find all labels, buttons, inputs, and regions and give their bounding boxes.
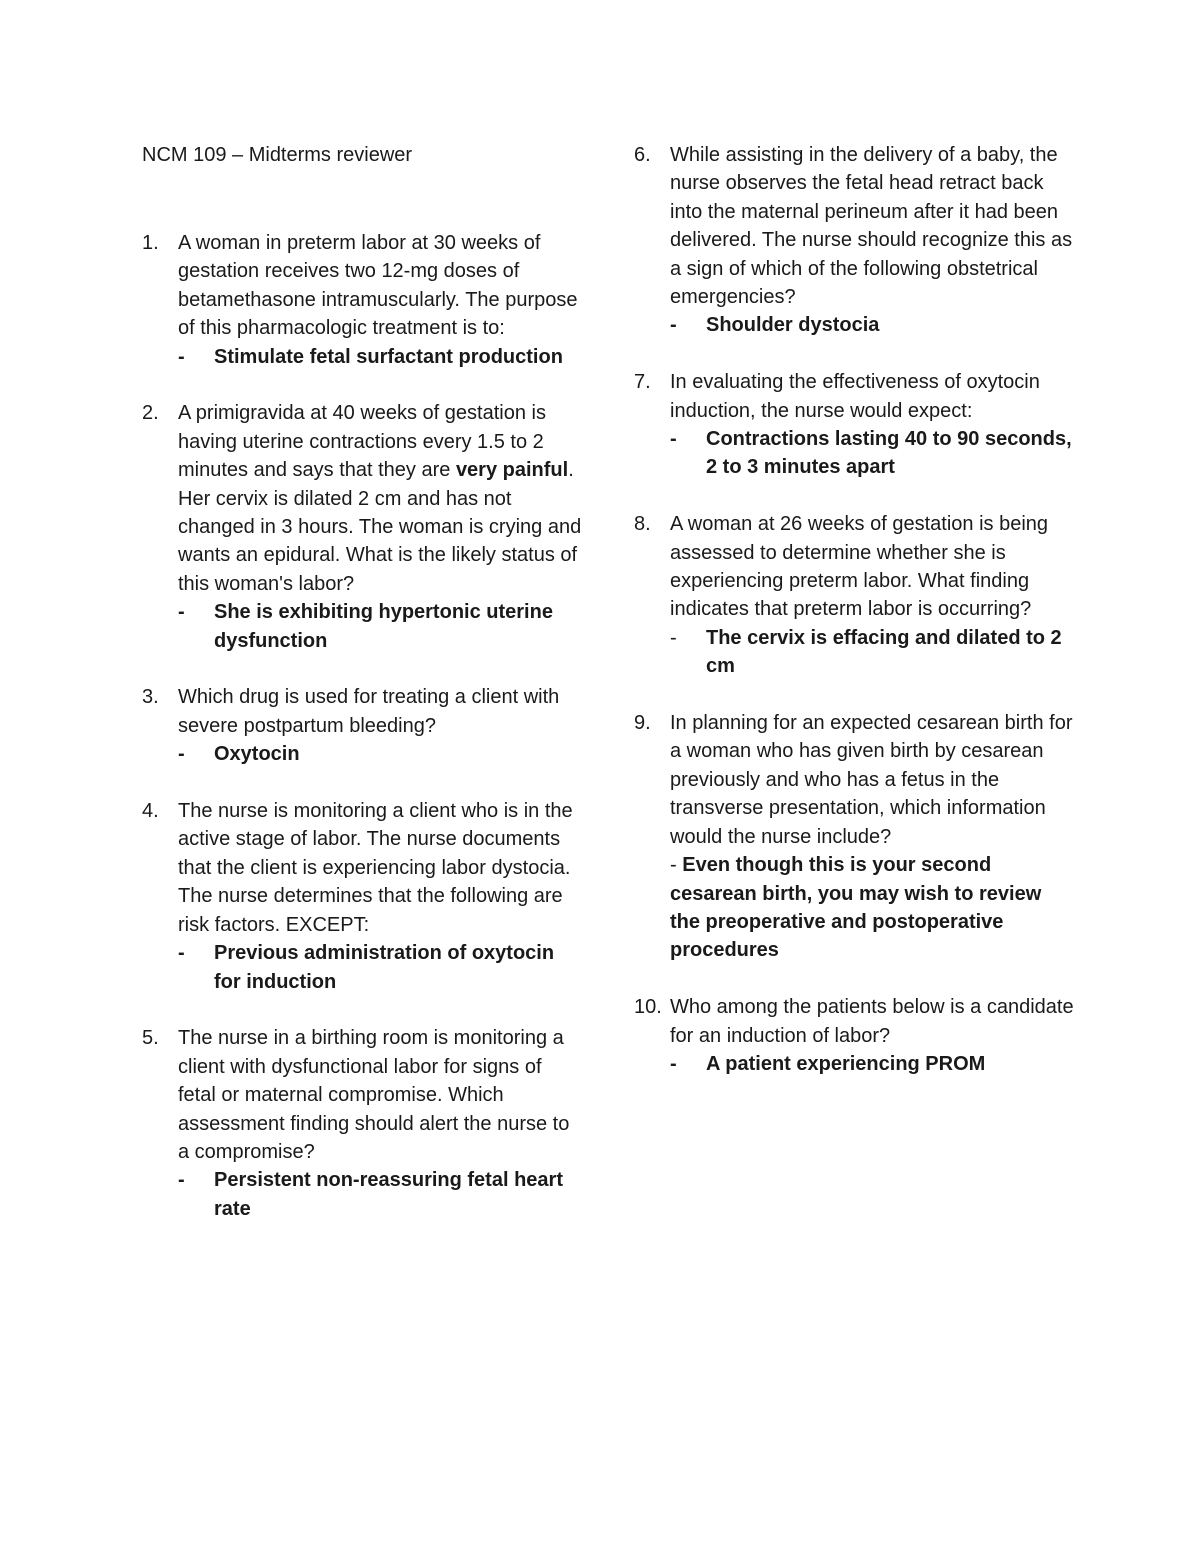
answer-text: A patient experiencing PROM <box>706 1052 986 1075</box>
question-number: 5. <box>142 1027 159 1050</box>
answer-text: Even though this is your second cesarean birth, you may wish to review the preoperative and postoperative procedures <box>670 854 1042 962</box>
answer <box>670 1050 1074 1078</box>
answer-dash: - <box>670 854 677 877</box>
answer-dash: - <box>178 345 185 368</box>
question-text-part: . Her cervix is dilated 2 cm and has not changed in 3 hours. The woman is crying and wants an epidural. What is the likely status of this woman's labor? <box>178 459 582 595</box>
question-number: 6. <box>634 144 651 166</box>
answer-text: Persistent non-reassuring fetal heart rate <box>214 1169 563 1220</box>
answer <box>670 851 1074 965</box>
answer-dash: - <box>178 601 185 624</box>
answer <box>670 311 1074 339</box>
question-text: A woman in preterm labor at 30 weeks of gestation receives two 12-mg doses of betamethasone intramuscularly. The purpose of this pharmacologic treatment is to: <box>178 232 578 340</box>
question-number: 2. <box>142 402 159 425</box>
question-text: Who among the patients below is a candidate for an induction of labor? <box>670 996 1074 1047</box>
question-text: While assisting in the delivery of a baby, the nurse observes the fetal head retract back into the maternal perineum after it had been delivered. The nurse should recognize this as a sign of which of the following obstetrical emergencies? <box>670 144 1073 309</box>
answer <box>178 343 582 371</box>
answer-dash: - <box>670 1052 677 1075</box>
answer <box>178 740 582 768</box>
question-text: A woman at 26 weeks of gestation is being assessed to determine whether she is experiencing preterm labor. What finding indicates that preterm labor is occurring? <box>670 513 1049 621</box>
question-text: Which drug is used for treating a client with severe postpartum bleeding? <box>178 686 560 737</box>
answer-dash: - <box>178 743 185 766</box>
question-5 <box>142 1024 582 1223</box>
answer-text: Contractions lasting 40 to 90 seconds, 2 to 3 minutes apart <box>706 428 1072 479</box>
answer-text: The cervix is effacing and dilated to 2 cm <box>706 626 1062 678</box>
right-column <box>634 141 1074 1107</box>
question-10 <box>634 993 1074 1078</box>
question-text: In evaluating the effectiveness of oxytocin induction, the nurse would expect: <box>670 371 1040 422</box>
question-6 <box>634 141 1074 340</box>
question-text-emphasis: very painful <box>455 459 569 482</box>
answer <box>178 598 582 655</box>
answer-dash: - <box>670 626 677 649</box>
question-number: 3. <box>142 686 159 709</box>
question-1 <box>142 229 582 371</box>
question-9 <box>634 709 1074 965</box>
question-text: The nurse in a birthing room is monitoring a client with dysfunctional labor for signs of fetal or maternal compromise. Which assessment finding should alert the nurse to a compromise? <box>178 1027 570 1163</box>
question-number: 10. <box>634 996 662 1019</box>
question-number: 1. <box>142 232 159 254</box>
left-column <box>142 229 582 1252</box>
answer-dash: - <box>670 428 677 451</box>
answer-text: She is exhibiting hypertonic uterine dysfunction <box>214 601 553 652</box>
question-2 <box>142 399 582 655</box>
question-number: 4. <box>142 800 159 823</box>
answer-dash: - <box>178 942 185 965</box>
answer-text: Stimulate fetal surfactant production <box>214 345 563 368</box>
answer-dash: - <box>670 314 677 337</box>
question-text-part: A primigravida at 40 weeks of gestation is having uterine contractions every 1.5 to 2 minutes and says that they are <box>178 402 546 482</box>
question-number: 9. <box>634 712 651 735</box>
page-title: NCM 109 – Midterms reviewer <box>142 144 413 166</box>
question-text <box>178 399 582 598</box>
answer-text: Oxytocin <box>214 743 300 766</box>
answer-text: Shoulder dystocia <box>706 314 880 337</box>
answer-dash: - <box>178 1169 185 1192</box>
answer-text: Previous administration of oxytocin for induction <box>214 942 555 993</box>
question-text: In planning for an expected cesarean birth for a woman who has given birth by cesarean previously and who has a fetus in the transverse presentation, which information would the nurse include? <box>670 712 1073 848</box>
question-3 <box>142 683 582 768</box>
question-text: The nurse is monitoring a client who is in the active stage of labor. The nurse documents that the client is experiencing labor dystocia. The nurse determines that the following are risk factors. EXCEPT: <box>178 800 573 936</box>
question-8 <box>634 510 1074 680</box>
answer <box>178 1166 582 1223</box>
question-number: 7. <box>634 371 651 394</box>
question-4 <box>142 797 582 996</box>
answer <box>670 425 1074 482</box>
answer <box>178 939 582 996</box>
answer <box>670 624 1074 681</box>
question-7 <box>634 368 1074 482</box>
question-number: 8. <box>634 513 651 536</box>
